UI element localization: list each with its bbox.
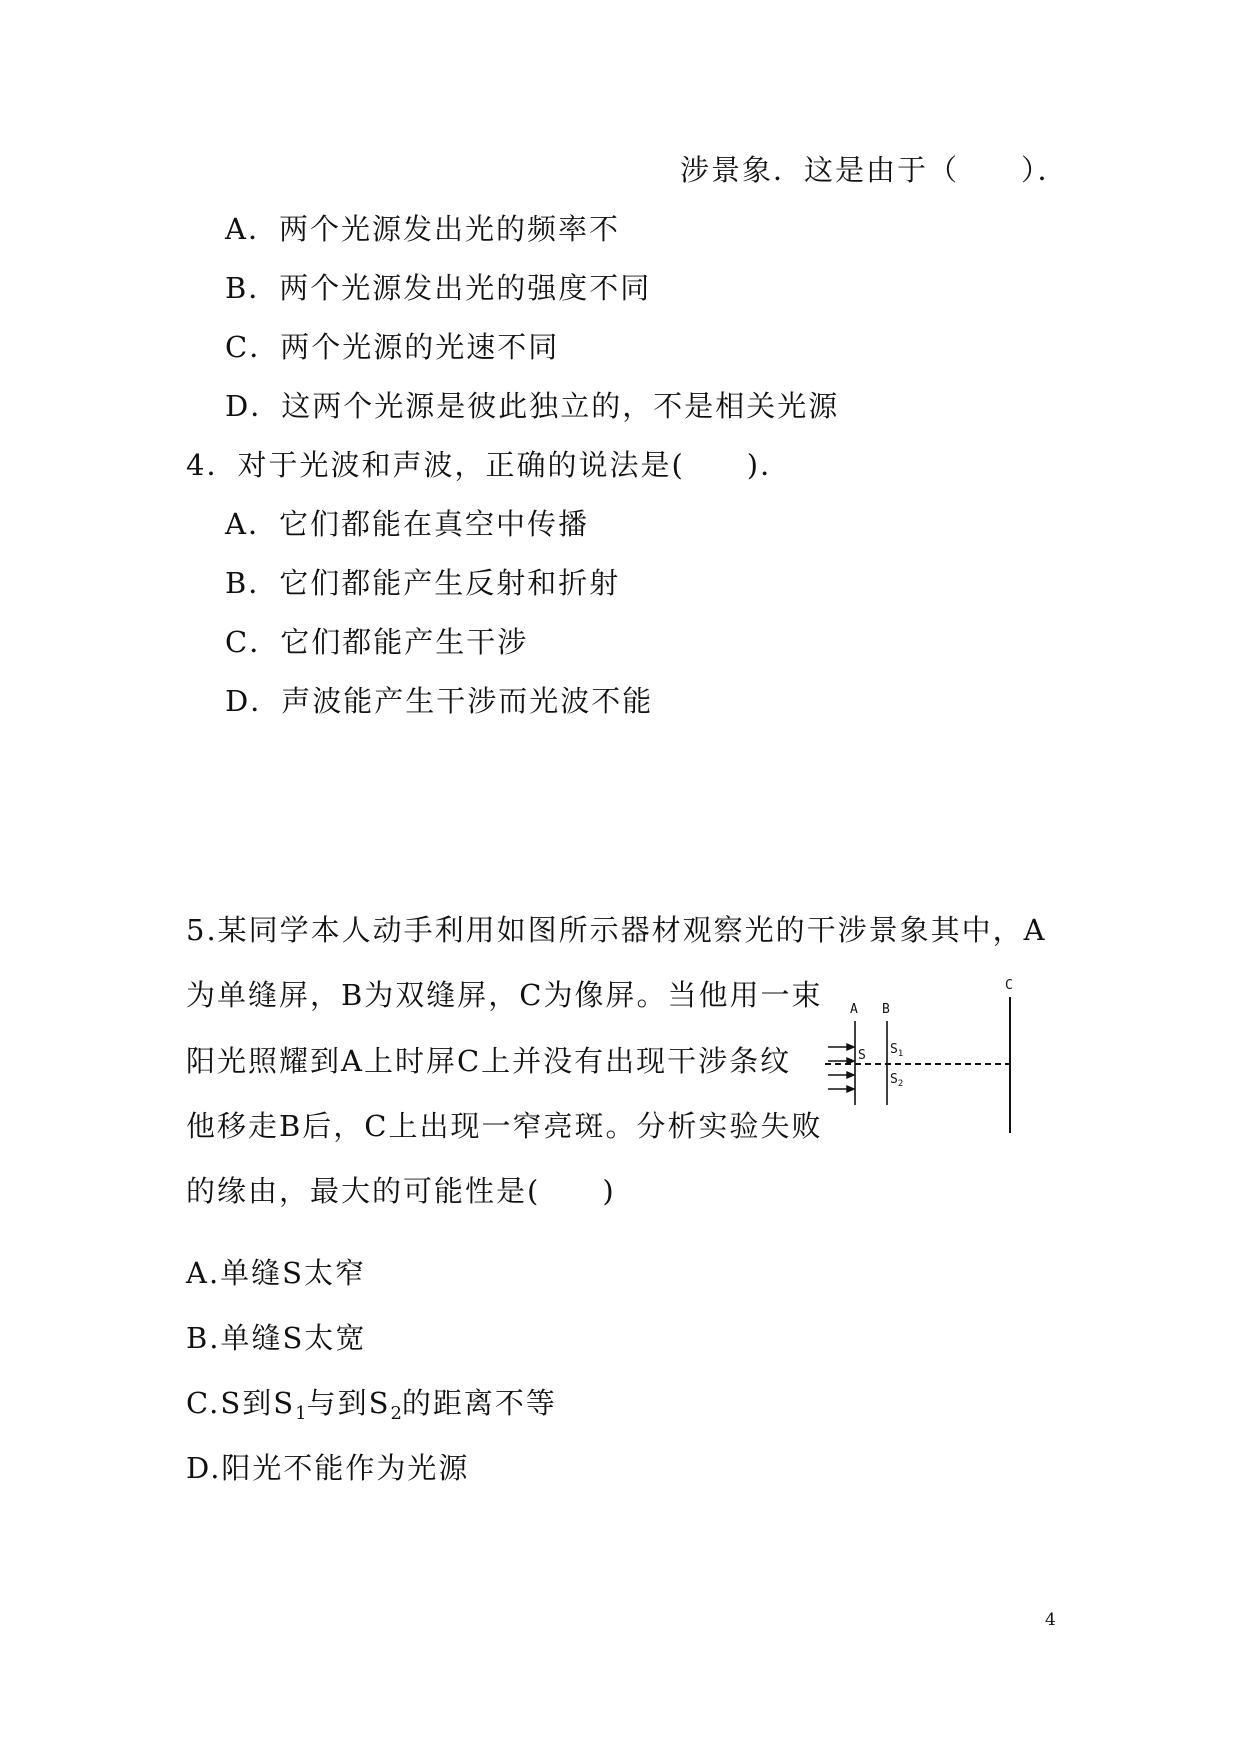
q3-stem-tail: 涉景象．这是由于（ ）．: [680, 153, 1069, 187]
q4-option-a: A．它们都能在真空中传播: [225, 507, 589, 541]
slit-s2-label: $S_2$: [890, 1072, 904, 1089]
incident-light-arrows: [828, 1044, 854, 1092]
q4-option-b: B．它们都能产生反射和折射: [225, 566, 621, 600]
q3-option-d: D．这两个光源是彼此独立的，不是相关光源: [225, 389, 840, 423]
q5-option-c-suffix: 的距离不等: [401, 1386, 557, 1420]
page-number: 4: [1045, 1610, 1056, 1630]
q5-option-c-prefix: C.S到S: [186, 1386, 296, 1420]
q5-option-c-mid: 与到S: [306, 1386, 391, 1420]
q5-stem-line-1: 5.某同学本人动手利用如图所示器材观察光的干涉景象其中，A: [186, 913, 1047, 947]
q5-option-b: B.单缝S太宽: [186, 1321, 367, 1355]
q4-option-c: C．它们都能产生干涉: [225, 625, 529, 659]
slit-s1-label: $S_1$: [890, 1042, 904, 1059]
screen-b-label: B: [882, 1002, 890, 1017]
q5-option-a: A.单缝S太窄: [186, 1256, 367, 1290]
q5-option-c-sub1: 1: [295, 1403, 307, 1424]
double-slit-diagram: [820, 975, 1030, 1145]
q3-option-a: A．两个光源发出光的频率不: [225, 212, 620, 246]
q4-stem: 4．对于光波和声波，正确的说法是( )．: [186, 448, 792, 482]
q3-option-b: B．两个光源发出光的强度不同: [225, 271, 652, 305]
q5-stem-line-4: 他移走B后，C上出现一窄亮斑。分析实验失败: [186, 1109, 823, 1143]
q5-option-d: D.阳光不能作为光源: [186, 1451, 470, 1485]
q5-stem-line-2: 为单缝屏，B为双缝屏，C为像屏。当他用一束: [186, 978, 823, 1012]
screen-a-label: A: [850, 1002, 858, 1017]
q4-option-d: D．声波能产生干涉而光波不能: [225, 684, 654, 718]
q3-option-c: C．两个光源的光速不同: [225, 330, 560, 364]
q5-stem-line-3: 阳光照耀到A上时屏C上并没有出现干涉条纹: [186, 1044, 792, 1078]
slit-s-label: S: [858, 1048, 866, 1063]
q5-option-c-sub2: 2: [390, 1403, 402, 1424]
q5-stem-line-5: 的缘由，最大的可能性是( ): [186, 1174, 616, 1208]
screen-c-label: C: [1005, 978, 1013, 993]
q5-option-c: [186, 1385, 557, 1432]
